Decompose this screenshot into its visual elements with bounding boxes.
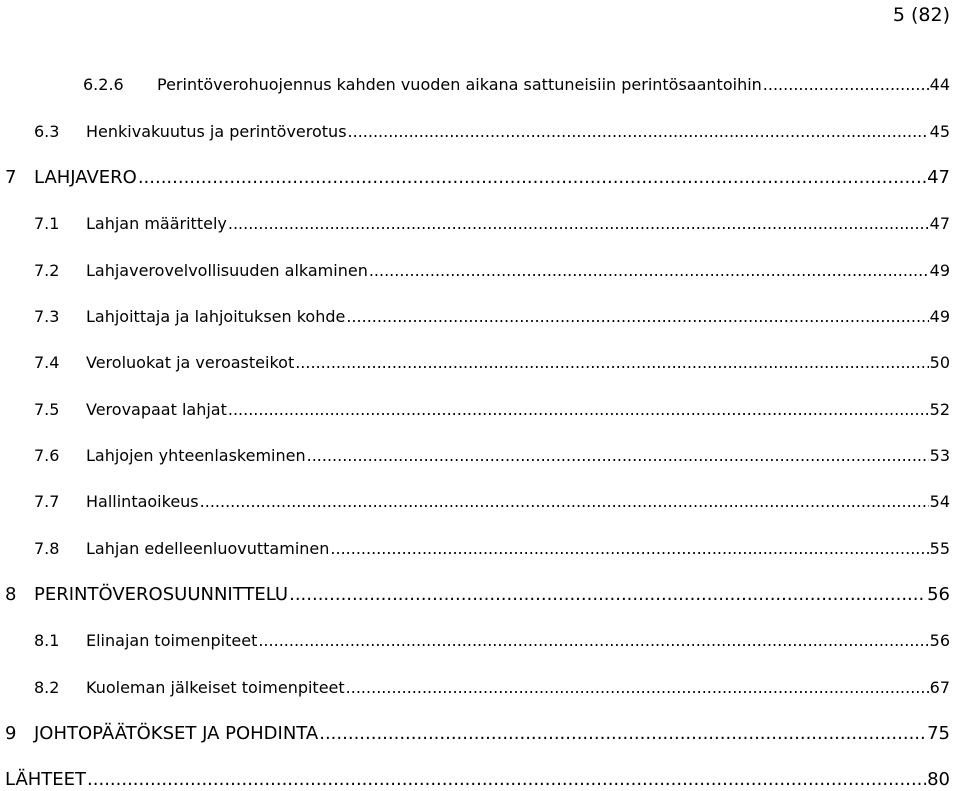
toc-entry-page: 56	[929, 631, 950, 650]
toc-entry[interactable]	[0, 719, 960, 745]
toc-entry-title: Lahjan määrittely	[86, 214, 227, 233]
toc-dot-leader	[348, 121, 929, 143]
toc-entry-number: 7.7	[34, 492, 60, 511]
toc-entry-page: 45	[929, 122, 950, 141]
toc-dot-leader	[228, 213, 929, 235]
toc-dot-leader	[763, 74, 929, 96]
toc-dot-leader	[346, 677, 929, 699]
toc-entry-title: PERINTÖVEROSUUNNITTELU	[34, 584, 289, 605]
toc-entry-number: 7.6	[34, 446, 60, 465]
toc-entry-number: 6.3	[34, 122, 60, 141]
toc-entry-title: Lahjoittaja ja lahjoituksen kohde	[86, 307, 346, 326]
toc-entry-title: JOHTOPÄÄTÖKSET JA POHDINTA	[34, 723, 319, 744]
toc-entry-number: 7.4	[34, 353, 60, 372]
toc-dot-leader	[87, 769, 926, 791]
toc-entry-page: 53	[929, 446, 950, 465]
toc-dot-leader	[307, 445, 929, 467]
toc-entry-title: Lahjaverovelvollisuuden alkaminen	[86, 261, 368, 280]
toc-entry-number: 8.1	[34, 631, 60, 650]
toc-entry-page: 49	[929, 261, 950, 280]
toc-entry-page: 75	[927, 723, 950, 744]
toc-entry-number: 7.8	[34, 539, 60, 558]
toc-entry-page: 67	[929, 678, 950, 697]
toc-entry-title: Kuoleman jälkeiset toimenpiteet	[86, 678, 345, 697]
toc-entry[interactable]	[0, 441, 960, 467]
toc-entry[interactable]	[0, 117, 960, 143]
toc-entry-title: Henkivakuutus ja perintöverotus	[86, 122, 347, 141]
toc-entry[interactable]	[0, 534, 960, 560]
toc-entry[interactable]	[0, 209, 960, 235]
toc-dot-leader	[330, 538, 928, 560]
toc-entry-title: LÄHTEET	[5, 769, 87, 790]
toc-entry-page: 80	[927, 769, 950, 790]
toc-entry[interactable]	[0, 348, 960, 374]
toc-dot-leader	[138, 167, 926, 189]
toc-dot-leader	[319, 723, 926, 745]
toc-entry-title: Verovapaat lahjat	[86, 400, 227, 419]
toc-entry[interactable]	[0, 673, 960, 699]
toc-entry-page: 56	[927, 584, 950, 605]
toc-entry-number: 7.3	[34, 307, 60, 326]
toc-dot-leader	[295, 352, 928, 374]
toc-entry[interactable]	[0, 395, 960, 421]
toc-entry[interactable]	[0, 765, 960, 791]
toc-dot-leader	[200, 491, 929, 513]
toc-entry-number: 7.5	[34, 400, 60, 419]
toc-dot-leader	[346, 306, 928, 328]
toc-entry-page: 49	[929, 307, 950, 326]
toc-entry[interactable]	[0, 487, 960, 513]
toc-entry-title: Elinajan toimenpiteet	[86, 631, 258, 650]
toc-entry-page: 47	[929, 214, 950, 233]
toc-entry-title: LAHJAVERO	[34, 167, 137, 188]
toc-entry-title: Veroluokat ja veroasteikot	[86, 353, 295, 372]
toc-entry-title: Lahjojen yhteenlaskeminen	[86, 446, 306, 465]
toc-entry-page: 54	[929, 492, 950, 511]
toc-entry-number: 7	[5, 167, 17, 188]
toc-dot-leader	[258, 630, 928, 652]
toc-dot-leader	[369, 260, 929, 282]
toc-entry-page: 52	[929, 400, 950, 419]
toc-entry-title: Hallintaoikeus	[86, 492, 199, 511]
toc-entry-title: Perintöverohuojennus kahden vuoden aikana sattuneisiin perintösaantoihin	[157, 75, 762, 94]
toc-entry-number: 7.1	[34, 214, 60, 233]
toc-entry-number: 8	[5, 584, 17, 605]
toc-entry-number: 9	[5, 723, 17, 744]
toc-entry[interactable]	[0, 70, 960, 96]
toc-entry[interactable]	[0, 256, 960, 282]
toc-entry[interactable]	[0, 626, 960, 652]
toc-entry-page: 44	[929, 75, 950, 94]
toc-dot-leader	[289, 584, 926, 606]
page-number: 5 (82)	[892, 4, 950, 26]
toc-entry-number: 6.2.6	[83, 75, 124, 94]
toc-entry-page: 47	[927, 167, 950, 188]
toc-entry[interactable]	[0, 163, 960, 189]
toc-entry-number: 8.2	[34, 678, 60, 697]
toc-entry-title: Lahjan edelleenluovuttaminen	[86, 539, 330, 558]
toc-entry-page: 50	[929, 353, 950, 372]
toc-entry-page: 55	[929, 539, 950, 558]
toc-entry-number: 7.2	[34, 261, 60, 280]
toc-entry[interactable]	[0, 580, 960, 606]
toc-dot-leader	[228, 399, 929, 421]
toc-entry[interactable]	[0, 302, 960, 328]
